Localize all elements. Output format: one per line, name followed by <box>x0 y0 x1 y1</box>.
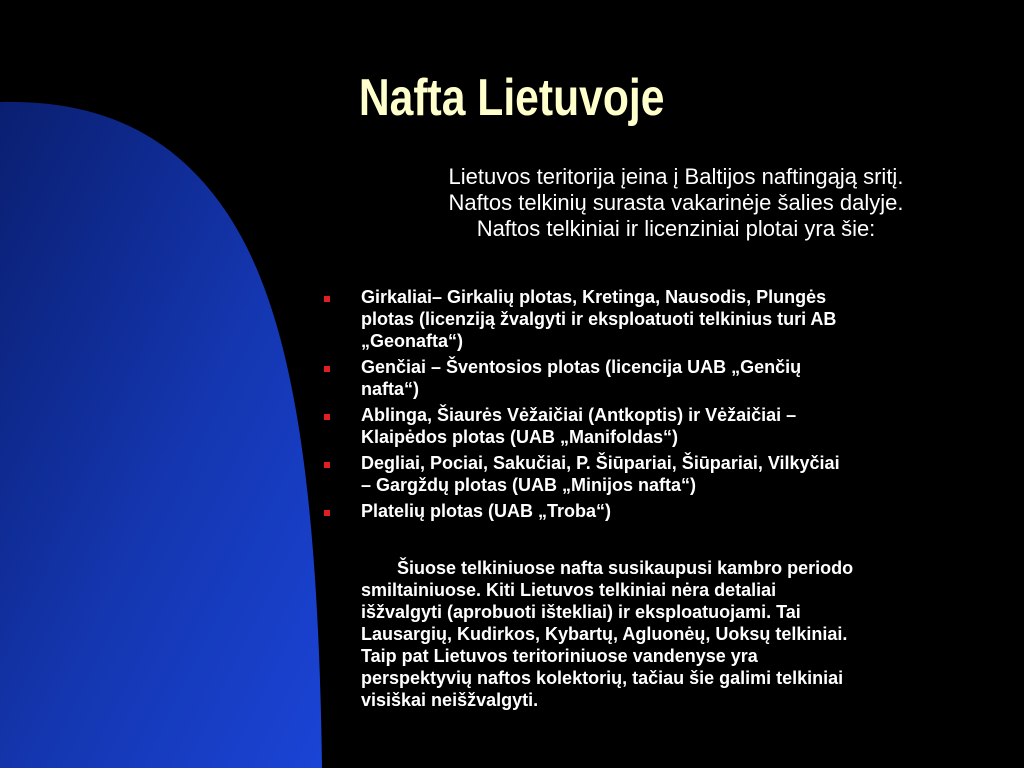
list-item-line: – Gargždų plotas (UAB „Minijos nafta“) <box>361 475 697 495</box>
list-item-line: Girkaliai– Girkalių plotas, Kretinga, Nausodis, Plungės <box>361 287 827 307</box>
square-bullet-icon <box>324 510 330 516</box>
intro-line: Naftos telkinių surasta vakarinėje šalies dalyje. <box>448 190 904 215</box>
closing-line: smiltainiuose. Kiti Lietuvos telkiniai nėra detaliai <box>361 580 777 600</box>
list-item-line: plotas (licenziją žvalgyti ir eksploatuoti telkinius turi AB <box>361 309 837 329</box>
list-item <box>320 286 1000 352</box>
list-item-line: „Geonafta“) <box>361 331 464 351</box>
slide-title: Nafta Lietuvoje <box>358 69 665 127</box>
square-bullet-icon <box>324 296 330 302</box>
closing-paragraph <box>361 557 1001 711</box>
list-item <box>320 452 1000 496</box>
oil-field-list <box>320 286 1000 526</box>
closing-line: perspektyvių naftos kolektorių, tačiau šie galimi telkiniai <box>361 668 844 688</box>
list-item-line: Ablinga, Šiaurės Vėžaičiai (Antkoptis) ir Vėžaičiai – <box>361 405 797 425</box>
square-bullet-icon <box>324 366 330 372</box>
list-item-line: Genčiai – Šventosios plotas (licencija UAB „Genčių <box>361 357 802 377</box>
list-item-line: Platelių plotas (UAB „Troba“) <box>361 501 612 521</box>
square-bullet-icon <box>324 414 330 420</box>
list-item <box>320 500 1000 522</box>
list-item-line: nafta“) <box>361 379 419 399</box>
closing-line: išžvalgyti (aprobuoti ištekliai) ir eksploatuojami. Tai <box>361 602 801 622</box>
intro-text <box>362 164 990 242</box>
list-item <box>320 356 1000 400</box>
square-bullet-icon <box>324 462 330 468</box>
intro-line: Naftos telkiniai ir licenziniai plotai yra šie: <box>476 216 876 241</box>
list-item <box>320 404 1000 448</box>
closing-line: Lausargių, Kudirkos, Kybartų, Agluonėų, Uoksų telkiniai. <box>361 624 848 644</box>
intro-line: Lietuvos teritorija įeina į Baltijos naftingąją sritį. <box>448 164 904 189</box>
list-item-line: Degliai, Pociai, Sakučiai, P. Šiūpariai, Šiūpariai, Vilkyčiai <box>361 453 840 473</box>
closing-line: Taip pat Lietuvos teritoriniuose vandenyse yra <box>361 646 758 666</box>
closing-line: visiškai neišžvalgyti. <box>361 690 539 710</box>
list-item-line: Klaipėdos plotas (UAB „Manifoldas“) <box>361 427 679 447</box>
closing-line: Šiuose telkiniuose nafta susikaupusi kambro periodo <box>397 558 854 578</box>
